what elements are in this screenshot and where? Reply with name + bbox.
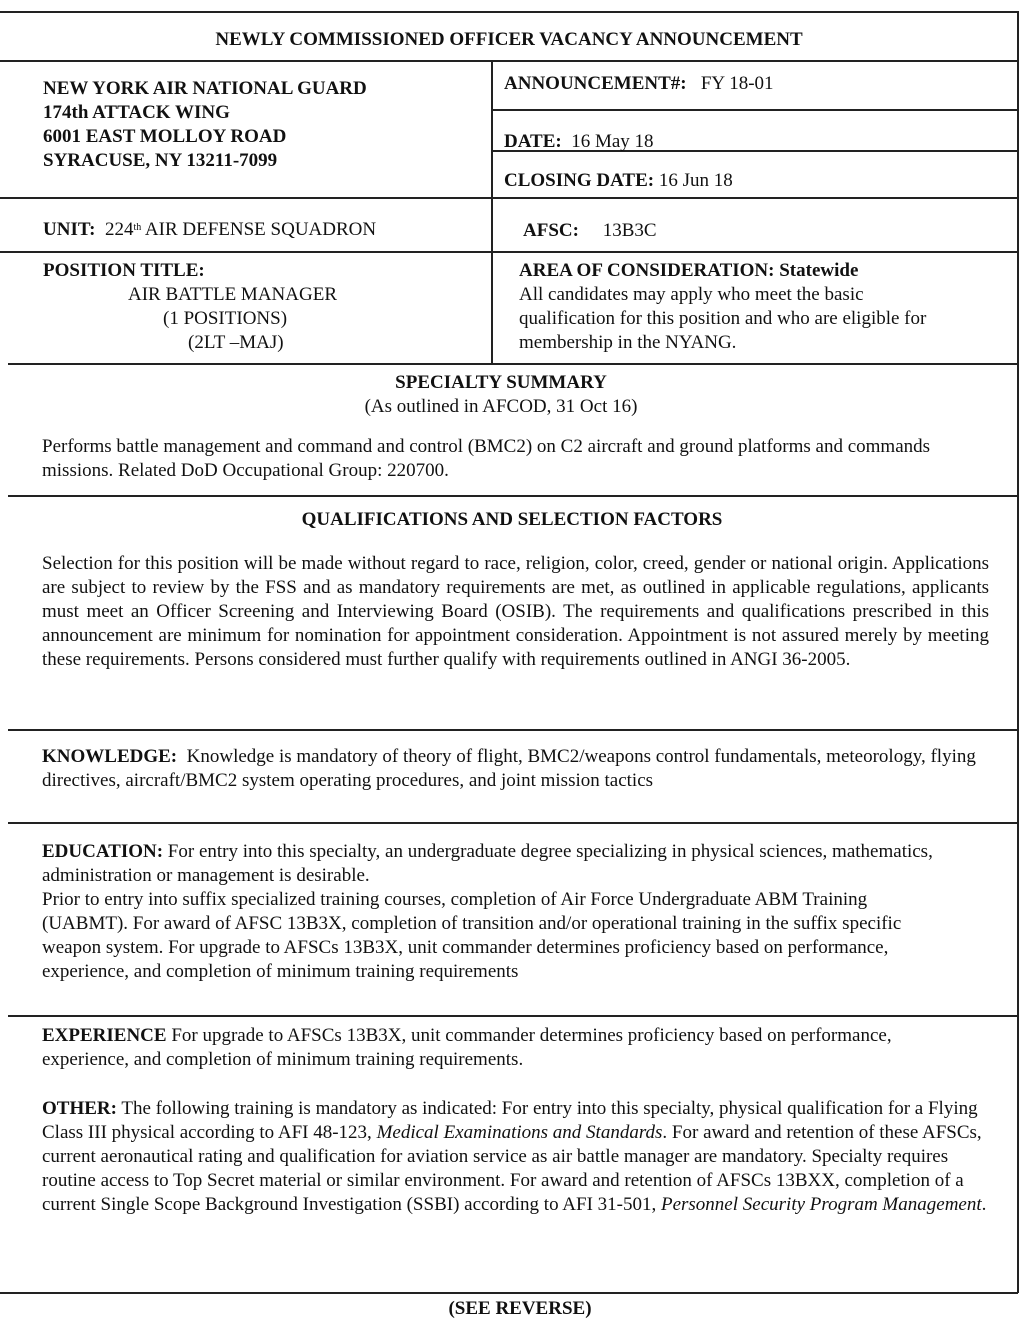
area-line: membership in the NYANG. [519,332,737,353]
education-label: EDUCATION: [42,841,164,862]
divider [8,495,1018,497]
frame-right-edge [1017,11,1019,1293]
specialty-text: Performs battle management and command and control (BMC2) on C2 aircraft and ground platforms and commands missions. Related DoD Occupational Group: 220700. [42,436,931,481]
column-divider [491,60,493,364]
area-of-consideration [519,259,1009,355]
afsc-label: AFSC: [523,220,579,241]
experience-label: EXPERIENCE [42,1025,167,1046]
announcement-number [504,72,774,96]
specialty-heading: SPECIALTY SUMMARY [395,372,607,393]
area-label: AREA OF CONSIDERATION: Statewide [519,260,859,281]
date-label: DATE: [504,131,562,152]
knowledge-text: Knowledge is mandatory of theory of flight, BMC2/weapons control fundamentals, meteorology, flying directives, aircraft/BMC2 system operating procedures, and joint mission tactics [42,746,976,791]
afsc-field [523,219,657,243]
other-citation-1: Medical Examinations and Standards [376,1122,663,1143]
divider [0,1292,1018,1294]
address-line: 174th ATTACK WING [43,102,230,123]
education-section [42,840,987,984]
other-citation-2: Personnel Security Program Management [660,1194,982,1215]
position-count: (1 POSITIONS) [163,308,288,329]
unit-field [43,218,376,242]
page-title: NEWLY COMMISSIONED OFFICER VACANCY ANNOUNCEMENT [215,29,803,50]
address-line: SYRACUSE, NY 13211-7099 [43,150,278,171]
other-text-c: . [981,1194,987,1215]
knowledge-section [42,745,987,793]
experience-text: For upgrade to AFSCs 13B3X, unit commander determines proficiency based on performance, experience, and completion of minimum training requirements. [42,1025,892,1070]
address-block [43,77,483,173]
address-line: NEW YORK AIR NATIONAL GUARD [43,78,367,99]
unit-number: 224 [104,219,134,240]
education-text-2: Prior to entry into suffix specialized training courses, completion of Air Force Undergraduate ABM Training (UABMT). For award of AFSC 13B3X, completion of transition and/or operational training in the suffix specific weapon system. For upgrade to AFSCs 13B3X, unit commander determines proficiency based on performance, experience, and completion of minimum training requirements [42,889,902,982]
divider [8,363,1018,365]
divider [8,1015,1018,1017]
closing-date-value: 16 Jun 18 [658,170,733,191]
address-line: 6001 EAST MOLLOY ROAD [43,126,287,147]
other-text-b: . For award and retention of these AFSCs, current aeronautical rating and qualification for aviation service as air battle manager are mandatory. Specialty requires routine access to Top Secret material or similar environment. For award and retention of AFSCs 13BXX, completion of a current Single Scope Background Investigation (SSBI) according to AFI 31-501, [42,1122,982,1215]
see-reverse-footer: (SEE REVERSE) [448,1298,592,1319]
position-grade: (2LT –MAJ) [188,332,284,353]
divider [8,729,1018,731]
area-line: All candidates may apply who meet the basic [519,284,864,305]
qualifications-heading: QUALIFICATIONS AND SELECTION FACTORS [301,509,723,530]
position-title-label: POSITION TITLE: [43,260,205,281]
closing-date [504,169,733,193]
announcement-date [504,130,654,154]
specialty-subheading: (As outlined in AFCOD, 31 Oct 16) [364,396,638,417]
divider [492,109,1018,111]
knowledge-label: KNOWLEDGE: [42,746,178,767]
other-label: OTHER: [42,1098,117,1119]
announcement-label: ANNOUNCEMENT#: [504,73,687,94]
announcement-value: FY 18-01 [700,73,774,94]
unit-suffix: th [133,222,142,233]
area-line: qualification for this position and who are eligible for [519,308,927,329]
unit-label: UNIT: [43,219,96,240]
unit-name: AIR DEFENSE SQUADRON [144,219,377,240]
other-text-a: The following training is mandatory as indicated: For entry into this specialty, physical qualification for a Flying Class III physical according to AFI 48-123, [42,1098,978,1143]
divider [0,60,1018,62]
date-value: 16 May 18 [571,131,654,152]
closing-date-label: CLOSING DATE: [504,170,655,191]
position-title: AIR BATTLE MANAGER [128,284,337,305]
other-section [42,1097,987,1217]
afsc-value: 13B3C [602,220,657,241]
qualifications-text: Selection for this position will be made without regard to race, religion, color, creed, gender or national origin. Applications are subject to review by the FSS and as mandatory requirements are met, as outlined in applicable regulations, applicants must meet an Officer Screening and Interviewing Board (OSIB). The requirements and qualifications prescribed in this announcement are minimum for nomination for appointment consideration. Appointment is not assured merely by meeting these requirements. Persons considered must further qualify with requirements outlined in ANGI 36-2005. [42,553,989,670]
divider [0,197,1018,199]
divider [0,11,1018,13]
experience-section [42,1024,957,1072]
divider [8,822,1018,824]
education-text-1: For entry into this specialty, an undergraduate degree specializing in physical sciences, mathematics, administration or management is desirable. [42,841,933,886]
divider [0,251,1018,253]
